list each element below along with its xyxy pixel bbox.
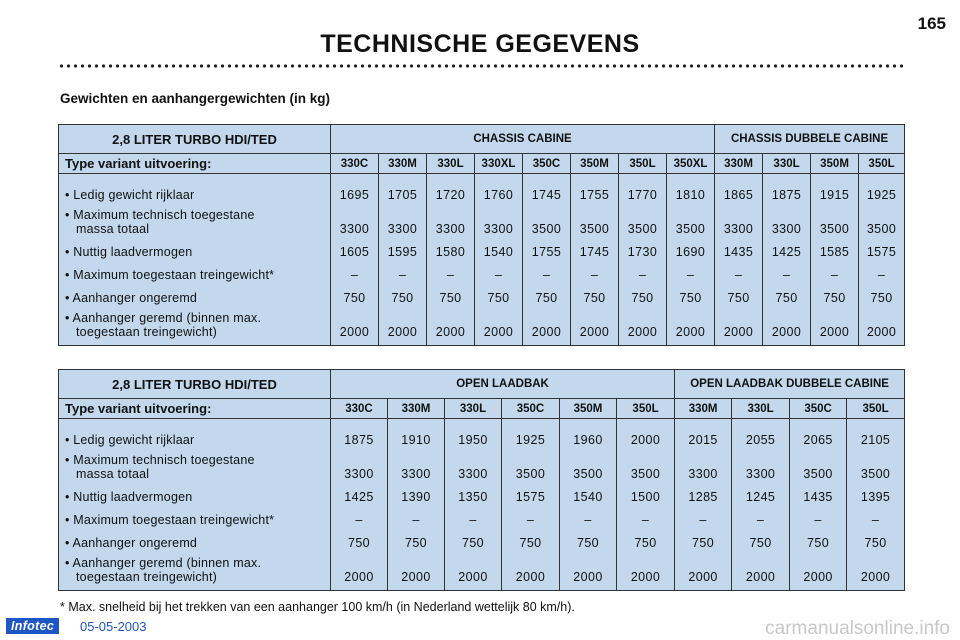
value-cell: 1925 bbox=[859, 174, 905, 203]
value-cell: – bbox=[475, 259, 523, 282]
value-cell: 1745 bbox=[571, 236, 619, 259]
value-cell: 3500 bbox=[619, 202, 667, 236]
value-cell: 2000 bbox=[617, 419, 675, 448]
value-cell: 2000 bbox=[617, 550, 675, 591]
variant-code: 330L bbox=[763, 154, 811, 174]
row-label-line: • Maximum toegestaan treingewicht* bbox=[65, 268, 275, 282]
dotted-divider bbox=[58, 64, 906, 68]
value-cell: – bbox=[847, 504, 905, 527]
row-label bbox=[59, 174, 331, 203]
value-cell: 1915 bbox=[811, 174, 859, 203]
infotec-logo: Infotec bbox=[6, 618, 59, 634]
value-cell: 2000 bbox=[331, 550, 388, 591]
engine-config-header: 2,8 LITER TURBO HDI/TED bbox=[59, 125, 331, 154]
value-cell: 750 bbox=[715, 282, 763, 305]
value-cell: 2065 bbox=[790, 419, 847, 448]
value-cell: 750 bbox=[617, 527, 675, 550]
row-label-line: • Maximum technisch toegestane bbox=[65, 208, 255, 222]
row-label-continuation: toegestaan treingewicht) bbox=[76, 325, 217, 339]
variant-code: 330M bbox=[675, 399, 732, 419]
row-label-line: • Ledig gewicht rijklaar bbox=[65, 433, 195, 447]
value-cell: 1875 bbox=[331, 419, 388, 448]
value-cell: 1585 bbox=[811, 236, 859, 259]
variant-code: 330C bbox=[331, 399, 388, 419]
value-cell: 3500 bbox=[560, 447, 617, 481]
value-cell: 3500 bbox=[790, 447, 847, 481]
value-cell: 1720 bbox=[427, 174, 475, 203]
value-cell: 1810 bbox=[667, 174, 715, 203]
row-label-line: • Aanhanger ongeremd bbox=[65, 536, 198, 550]
row-label-continuation: toegestaan treingewicht) bbox=[76, 570, 217, 584]
value-cell: 1760 bbox=[475, 174, 523, 203]
table-row bbox=[59, 481, 905, 504]
row-label bbox=[59, 504, 331, 527]
row-label-line: • Nuttig laadvermogen bbox=[65, 245, 193, 259]
row-label bbox=[59, 282, 331, 305]
value-cell: – bbox=[379, 259, 427, 282]
value-cell: 750 bbox=[427, 282, 475, 305]
variant-code: 330XL bbox=[475, 154, 523, 174]
value-cell: 3300 bbox=[331, 447, 388, 481]
value-cell: 750 bbox=[619, 282, 667, 305]
row-label bbox=[59, 419, 331, 448]
value-cell: 1865 bbox=[715, 174, 763, 203]
value-cell: – bbox=[427, 259, 475, 282]
row-label bbox=[59, 550, 331, 591]
value-cell: – bbox=[502, 504, 560, 527]
value-cell: 1960 bbox=[560, 419, 617, 448]
value-cell: 750 bbox=[763, 282, 811, 305]
value-cell: 3500 bbox=[859, 202, 905, 236]
row-label-continuation: massa totaal bbox=[76, 222, 150, 236]
value-cell: 1605 bbox=[331, 236, 379, 259]
variant-code: 330L bbox=[732, 399, 790, 419]
value-cell: 1285 bbox=[675, 481, 732, 504]
value-cell: – bbox=[715, 259, 763, 282]
section-subtitle: Gewichten en aanhangergewichten (in kg) bbox=[60, 91, 331, 106]
value-cell: 1595 bbox=[379, 236, 427, 259]
value-cell: 1350 bbox=[445, 481, 502, 504]
value-cell: – bbox=[331, 504, 388, 527]
value-cell: 750 bbox=[571, 282, 619, 305]
variant-code: 350M bbox=[571, 154, 619, 174]
table-row bbox=[59, 236, 905, 259]
row-label-continuation: massa totaal bbox=[76, 467, 150, 481]
page-number: 165 bbox=[917, 14, 946, 33]
value-cell: 2000 bbox=[523, 305, 571, 346]
value-cell: 2000 bbox=[560, 550, 617, 591]
footnote: * Max. snelheid bij het trekken van een aanhanger 100 km/h (in Nederland wettelijk 80 km/h). bbox=[60, 600, 575, 614]
row-label bbox=[59, 305, 331, 346]
value-cell: 2000 bbox=[811, 305, 859, 346]
value-cell: – bbox=[732, 504, 790, 527]
variant-code: 330M bbox=[388, 399, 445, 419]
value-cell: 3300 bbox=[732, 447, 790, 481]
value-cell: 1875 bbox=[763, 174, 811, 203]
value-cell: 2015 bbox=[675, 419, 732, 448]
value-cell: 750 bbox=[445, 527, 502, 550]
row-label-line: • Maximum toegestaan treingewicht* bbox=[65, 513, 275, 527]
row-label bbox=[59, 481, 331, 504]
row-label bbox=[59, 202, 331, 236]
value-cell: 1580 bbox=[427, 236, 475, 259]
variant-code: 350L bbox=[859, 154, 905, 174]
value-cell: 1575 bbox=[859, 236, 905, 259]
value-cell: 750 bbox=[475, 282, 523, 305]
engine-config-header: 2,8 LITER TURBO HDI/TED bbox=[59, 370, 331, 399]
value-cell: 1435 bbox=[790, 481, 847, 504]
variant-code: 330M bbox=[715, 154, 763, 174]
variant-code: 350M bbox=[560, 399, 617, 419]
value-cell: 750 bbox=[523, 282, 571, 305]
value-cell: 3300 bbox=[475, 202, 523, 236]
value-cell: 1925 bbox=[502, 419, 560, 448]
value-cell: – bbox=[619, 259, 667, 282]
value-cell: – bbox=[331, 259, 379, 282]
value-cell: – bbox=[811, 259, 859, 282]
variant-header-row bbox=[59, 154, 905, 174]
row-label-line: • Aanhanger geremd (binnen max. bbox=[65, 556, 262, 570]
row-label-line: • Aanhanger geremd (binnen max. bbox=[65, 311, 262, 325]
value-cell: 750 bbox=[331, 282, 379, 305]
value-cell: 2000 bbox=[847, 550, 905, 591]
value-cell: – bbox=[859, 259, 905, 282]
group-header-open-laadbak-dubbele-cabine: OPEN LAADBAK DUBBELE CABINE bbox=[675, 370, 905, 399]
value-cell: 1245 bbox=[732, 481, 790, 504]
value-cell: 1390 bbox=[388, 481, 445, 504]
value-cell: 3300 bbox=[763, 202, 811, 236]
value-cell: 1395 bbox=[847, 481, 905, 504]
value-cell: 1425 bbox=[763, 236, 811, 259]
value-cell: – bbox=[523, 259, 571, 282]
value-cell: – bbox=[388, 504, 445, 527]
value-cell: 750 bbox=[790, 527, 847, 550]
variant-code: 350C bbox=[523, 154, 571, 174]
value-cell: 3500 bbox=[811, 202, 859, 236]
value-cell: – bbox=[675, 504, 732, 527]
value-cell: 1425 bbox=[331, 481, 388, 504]
value-cell: 750 bbox=[732, 527, 790, 550]
row-label bbox=[59, 236, 331, 259]
value-cell: 750 bbox=[847, 527, 905, 550]
row-label bbox=[59, 447, 331, 481]
value-cell: 750 bbox=[560, 527, 617, 550]
table-row bbox=[59, 550, 905, 591]
row-label bbox=[59, 527, 331, 550]
weights-table-chassis bbox=[58, 124, 905, 346]
variant-code: 330M bbox=[379, 154, 427, 174]
value-cell: 1950 bbox=[445, 419, 502, 448]
variant-code: 330L bbox=[427, 154, 475, 174]
value-cell: – bbox=[790, 504, 847, 527]
row-label bbox=[59, 259, 331, 282]
value-cell: 2000 bbox=[379, 305, 427, 346]
value-cell: 1730 bbox=[619, 236, 667, 259]
value-cell: 750 bbox=[675, 527, 732, 550]
value-cell: 2000 bbox=[675, 550, 732, 591]
value-cell: 750 bbox=[502, 527, 560, 550]
value-cell: 3500 bbox=[523, 202, 571, 236]
value-cell: 750 bbox=[388, 527, 445, 550]
value-cell: 2000 bbox=[571, 305, 619, 346]
value-cell: 1745 bbox=[523, 174, 571, 203]
value-cell: 1755 bbox=[571, 174, 619, 203]
value-cell: 3500 bbox=[502, 447, 560, 481]
variant-header-row bbox=[59, 399, 905, 419]
value-cell: 3500 bbox=[667, 202, 715, 236]
value-cell: 2000 bbox=[445, 550, 502, 591]
variant-code: 350C bbox=[790, 399, 847, 419]
type-variant-label: Type variant uitvoering: bbox=[59, 399, 331, 419]
value-cell: 750 bbox=[859, 282, 905, 305]
group-header-chassis-cabine: CHASSIS CABINE bbox=[331, 125, 715, 154]
value-cell: 2105 bbox=[847, 419, 905, 448]
table-row bbox=[59, 419, 905, 448]
value-cell: 1695 bbox=[331, 174, 379, 203]
table-row bbox=[59, 447, 905, 481]
table-row bbox=[59, 504, 905, 527]
group-header-open-laadbak: OPEN LAADBAK bbox=[331, 370, 675, 399]
print-date: 05-05-2003 bbox=[80, 619, 147, 634]
value-cell: 2000 bbox=[475, 305, 523, 346]
value-cell: 3300 bbox=[675, 447, 732, 481]
value-cell: – bbox=[560, 504, 617, 527]
value-cell: 750 bbox=[667, 282, 715, 305]
value-cell: 1500 bbox=[617, 481, 675, 504]
table-row bbox=[59, 259, 905, 282]
value-cell: 2000 bbox=[667, 305, 715, 346]
value-cell: 2000 bbox=[388, 550, 445, 591]
row-label-line: • Ledig gewicht rijklaar bbox=[65, 188, 195, 202]
row-label-line: • Maximum technisch toegestane bbox=[65, 453, 255, 467]
value-cell: 2000 bbox=[790, 550, 847, 591]
value-cell: 2000 bbox=[331, 305, 379, 346]
value-cell: 3300 bbox=[379, 202, 427, 236]
value-cell: 2000 bbox=[763, 305, 811, 346]
value-cell: 2000 bbox=[502, 550, 560, 591]
value-cell: 2000 bbox=[715, 305, 763, 346]
variant-code: 350XL bbox=[667, 154, 715, 174]
value-cell: 750 bbox=[811, 282, 859, 305]
value-cell: 3300 bbox=[331, 202, 379, 236]
value-cell: 2000 bbox=[619, 305, 667, 346]
value-cell: 2000 bbox=[732, 550, 790, 591]
group-header-chassis-dubbele-cabine: CHASSIS DUBBELE CABINE bbox=[715, 125, 905, 154]
value-cell: 1910 bbox=[388, 419, 445, 448]
type-variant-label: Type variant uitvoering: bbox=[59, 154, 331, 174]
value-cell: 1575 bbox=[502, 481, 560, 504]
watermark-text: carmanualsonline.info bbox=[765, 618, 950, 639]
variant-code: 350C bbox=[502, 399, 560, 419]
value-cell: 1540 bbox=[475, 236, 523, 259]
variant-code: 330C bbox=[331, 154, 379, 174]
value-cell: 1540 bbox=[560, 481, 617, 504]
value-cell: 1690 bbox=[667, 236, 715, 259]
table-row bbox=[59, 174, 905, 203]
value-cell: 1755 bbox=[523, 236, 571, 259]
value-cell: 750 bbox=[379, 282, 427, 305]
value-cell: – bbox=[571, 259, 619, 282]
value-cell: 1435 bbox=[715, 236, 763, 259]
value-cell: – bbox=[667, 259, 715, 282]
variant-code: 350L bbox=[617, 399, 675, 419]
table-row bbox=[59, 305, 905, 346]
value-cell: 3300 bbox=[445, 447, 502, 481]
variant-code: 350L bbox=[847, 399, 905, 419]
value-cell: 2000 bbox=[427, 305, 475, 346]
table-row bbox=[59, 282, 905, 305]
value-cell: 1770 bbox=[619, 174, 667, 203]
value-cell: 3500 bbox=[571, 202, 619, 236]
value-cell: 3500 bbox=[617, 447, 675, 481]
value-cell: – bbox=[445, 504, 502, 527]
variant-code: 330L bbox=[445, 399, 502, 419]
value-cell: 3500 bbox=[847, 447, 905, 481]
value-cell: – bbox=[617, 504, 675, 527]
page-title: TECHNISCHE GEGEVENS bbox=[320, 30, 640, 58]
value-cell: 1705 bbox=[379, 174, 427, 203]
table-row bbox=[59, 202, 905, 236]
variant-code: 350L bbox=[619, 154, 667, 174]
value-cell: 3300 bbox=[427, 202, 475, 236]
value-cell: 2055 bbox=[732, 419, 790, 448]
value-cell: 2000 bbox=[859, 305, 905, 346]
value-cell: – bbox=[763, 259, 811, 282]
row-label-line: • Nuttig laadvermogen bbox=[65, 490, 193, 504]
weights-table-open-laadbak bbox=[58, 369, 905, 591]
variant-code: 350M bbox=[811, 154, 859, 174]
value-cell: 3300 bbox=[715, 202, 763, 236]
value-cell: 3300 bbox=[388, 447, 445, 481]
value-cell: 750 bbox=[331, 527, 388, 550]
row-label-line: • Aanhanger ongeremd bbox=[65, 291, 198, 305]
table-row bbox=[59, 527, 905, 550]
